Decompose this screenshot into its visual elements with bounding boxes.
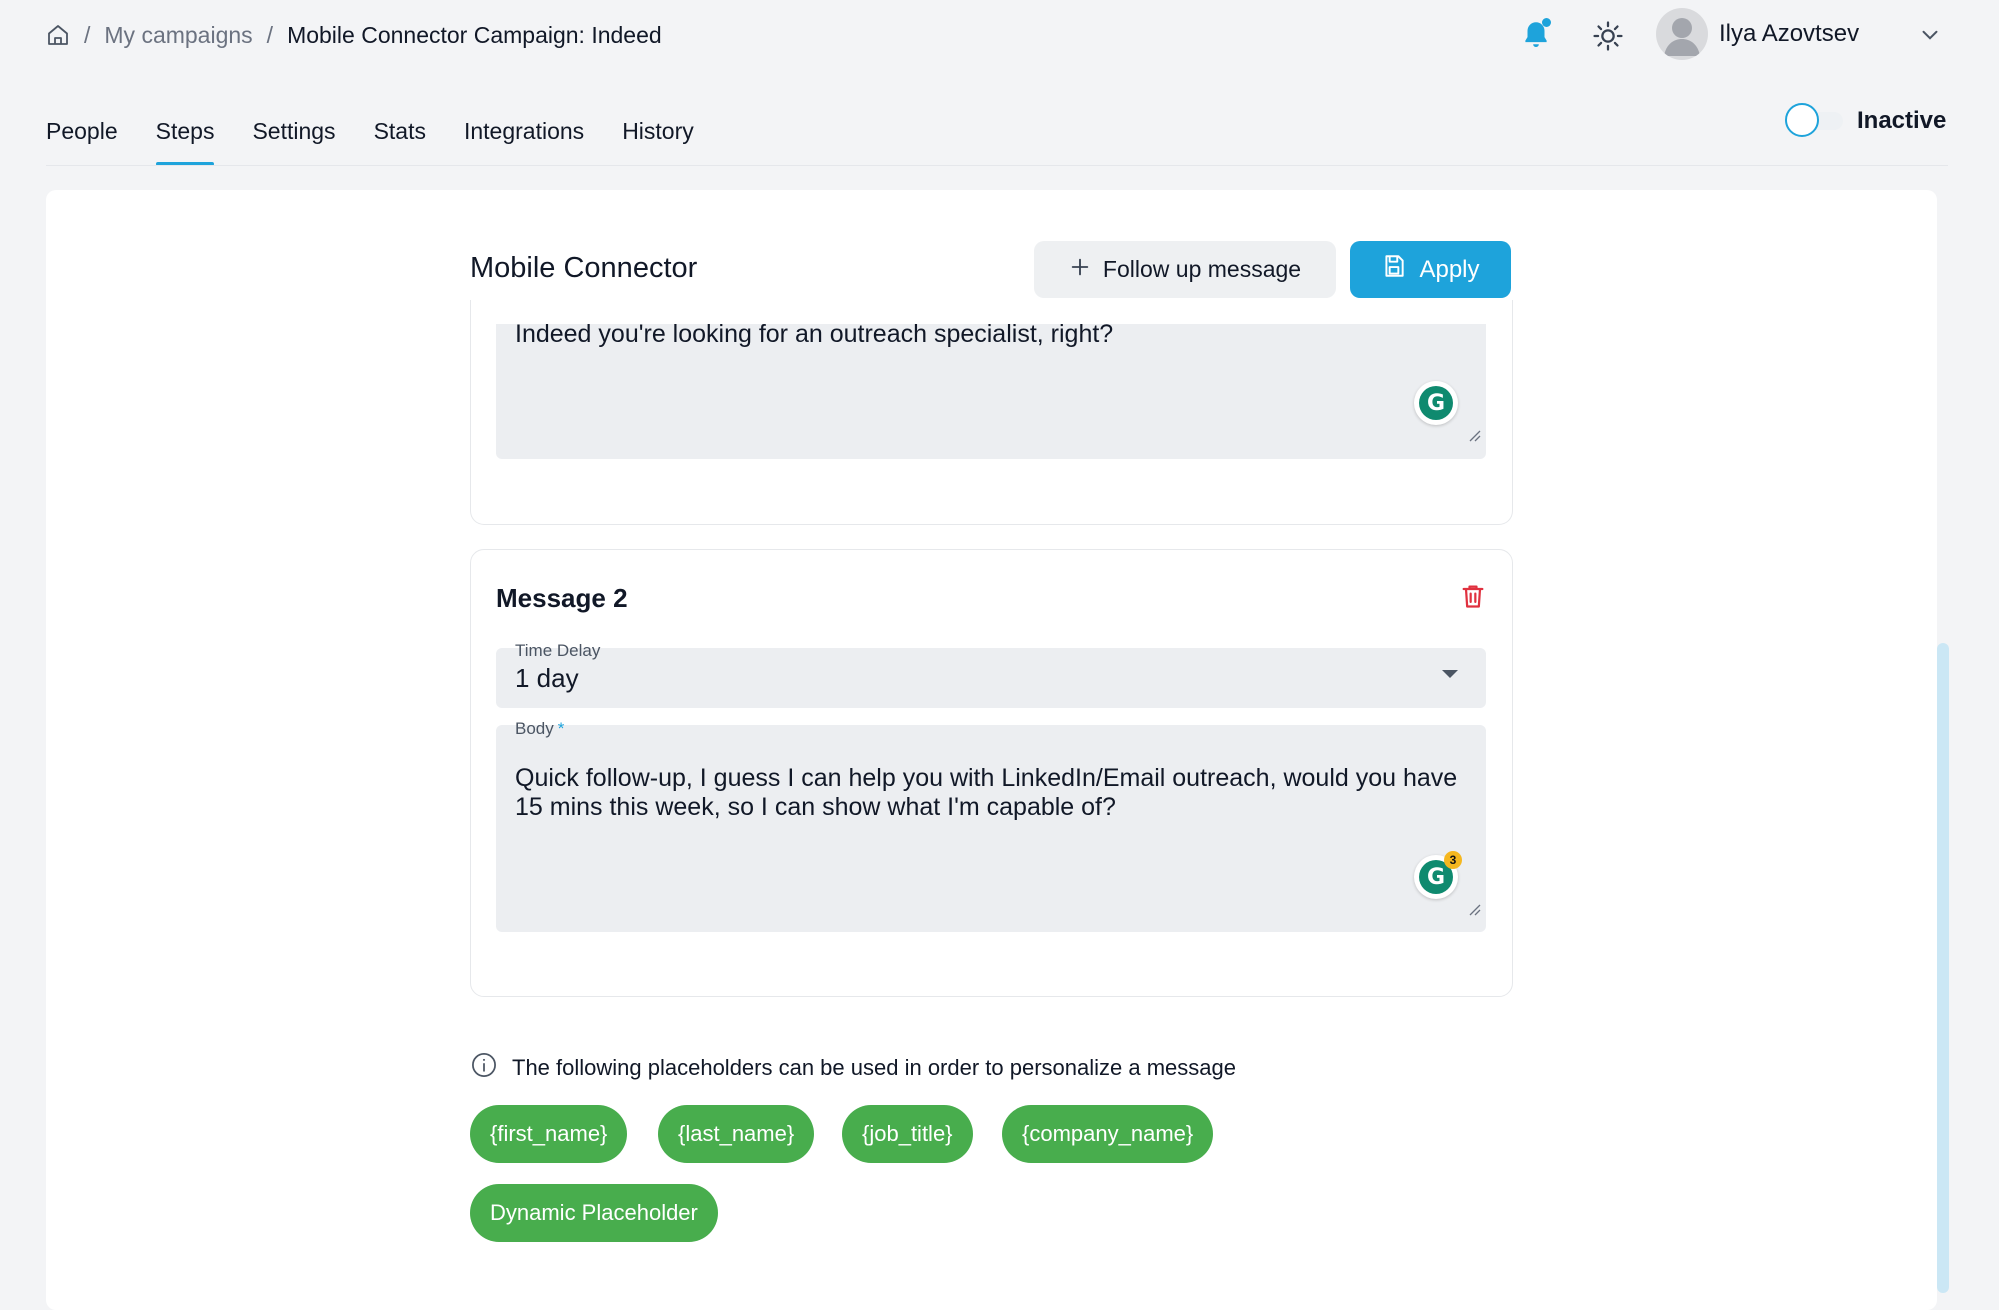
grammarly-count-badge: 3: [1444, 851, 1462, 869]
section-title: Mobile Connector: [470, 252, 698, 284]
tab-bar: [46, 118, 732, 166]
scrollbar[interactable]: [1937, 643, 1949, 1293]
placeholder-chip-first-name[interactable]: {first_name}: [470, 1105, 627, 1163]
resize-handle-icon[interactable]: [1467, 902, 1481, 916]
placeholders-info-text: The following placeholders can be used in order to personalize a message: [512, 1055, 1236, 1080]
placeholder-chip-dynamic[interactable]: Dynamic Placeholder: [470, 1184, 718, 1242]
message-body-text: Indeed you're looking for an outreach specialist, right?: [515, 320, 1114, 348]
tab-steps[interactable]: Steps: [156, 118, 215, 166]
resize-handle-icon[interactable]: [1467, 428, 1481, 442]
breadcrumb-current: Mobile Connector Campaign: Indeed: [287, 21, 662, 48]
time-delay-label: Time Delay: [515, 641, 601, 660]
time-delay-select[interactable]: [496, 648, 1486, 708]
breadcrumb-my-campaigns[interactable]: My campaigns: [104, 21, 253, 48]
message-body-text: Quick follow-up, I guess I can help you with LinkedIn/Email outreach, would you have 15 mins this week, so I can show what I'm capable of?: [515, 764, 1458, 821]
save-icon: [1381, 253, 1407, 286]
message-body-field[interactable]: [496, 725, 1486, 932]
plus-icon: [1069, 256, 1091, 284]
apply-label: Apply: [1419, 255, 1480, 283]
dropdown-arrow-icon[interactable]: [1442, 670, 1458, 678]
campaign-status-toggle[interactable]: [1785, 103, 1845, 137]
follow-up-message-button[interactable]: [1034, 241, 1336, 298]
body-label: Body *: [515, 719, 565, 738]
delete-icon[interactable]: [1459, 581, 1487, 611]
message-title: Message 2: [496, 583, 628, 613]
notification-dot: [1542, 18, 1551, 27]
follow-up-message-label: Follow up message: [1102, 256, 1302, 282]
apply-button[interactable]: [1350, 241, 1511, 298]
breadcrumb: [46, 18, 662, 52]
placeholder-chip-last-name[interactable]: {last_name}: [658, 1105, 814, 1163]
breadcrumb-separator: /: [84, 21, 91, 48]
breadcrumb-separator: /: [266, 21, 274, 48]
tab-stats[interactable]: Stats: [373, 118, 426, 144]
placeholder-chip-job-title[interactable]: {job_title}: [842, 1105, 973, 1163]
tab-history[interactable]: History: [622, 118, 694, 144]
placeholders-info: [470, 1051, 1236, 1085]
home-icon[interactable]: [46, 23, 70, 47]
grammarly-icon[interactable]: G 3: [1414, 855, 1458, 899]
time-delay-value: 1 day: [515, 663, 579, 693]
tabs-divider: [46, 165, 1948, 166]
tab-people[interactable]: People: [46, 118, 118, 144]
sun-icon[interactable]: [1591, 19, 1625, 53]
grammarly-icon[interactable]: G: [1414, 381, 1458, 425]
placeholder-chip-company-name[interactable]: {company_name}: [1002, 1105, 1213, 1163]
tab-settings[interactable]: Settings: [252, 118, 336, 144]
user-name[interactable]: Ilya Azovtsev: [1719, 20, 1860, 47]
campaign-status-label: Inactive: [1857, 107, 1947, 134]
tab-integrations[interactable]: Integrations: [463, 118, 585, 144]
info-icon: [470, 1051, 498, 1085]
chevron-down-icon[interactable]: [1917, 22, 1943, 48]
bell-icon[interactable]: [1519, 18, 1553, 52]
avatar[interactable]: [1656, 8, 1708, 60]
